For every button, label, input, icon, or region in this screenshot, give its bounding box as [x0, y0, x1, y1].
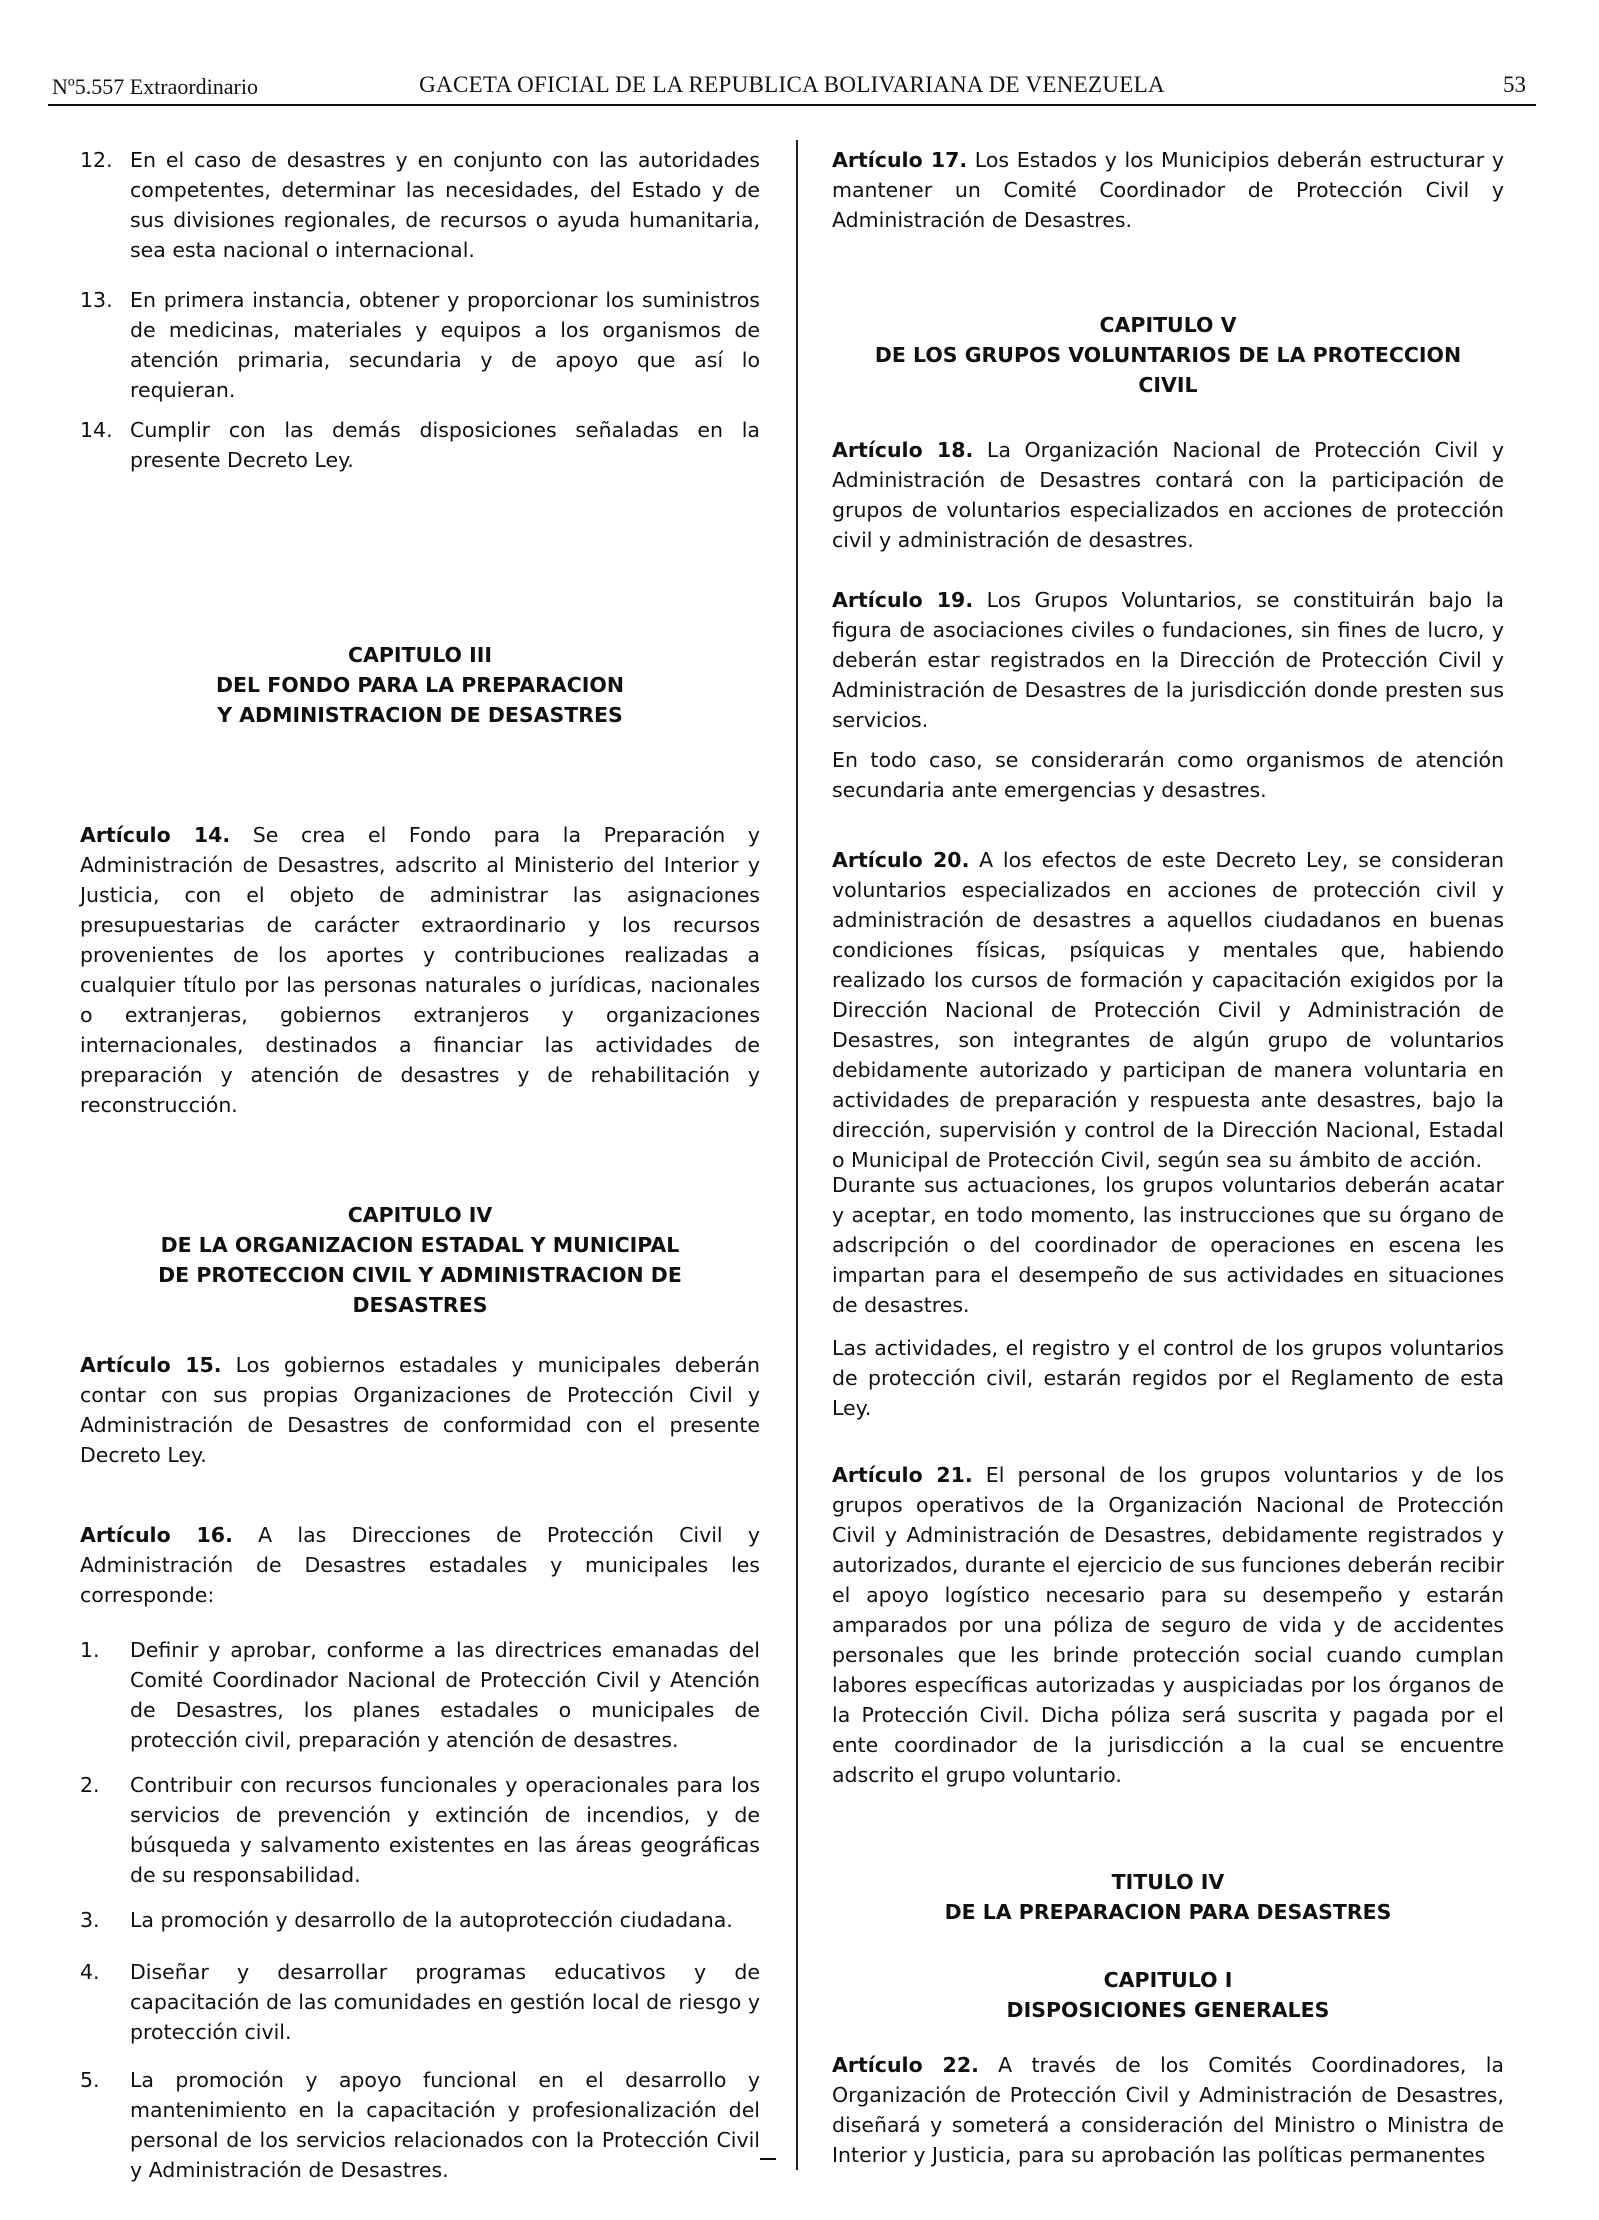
chapter-title: DE PROTECCION CIVIL Y ADMINISTRACION DE: [158, 1263, 682, 1287]
chapter-heading: [832, 1965, 1504, 2025]
issue-number: Nº5.557 Extraordinario: [52, 74, 258, 99]
chapter-number: CAPITULO IV: [347, 1203, 493, 1227]
chapter-number: CAPITULO V: [1099, 313, 1237, 337]
article-text: Los Grupos Voluntarios, se constituirán bajo la figura de asociaciones civiles o fundaciones, sin fines de lucro, y deberán estar registrados en la Dirección de Protección Civil y Administración de Desastres de la jurisdicción donde presten sus servicios.: [832, 588, 1504, 732]
list-item: [80, 415, 760, 475]
page-end-mark: [760, 2158, 776, 2160]
article-21: [832, 1460, 1504, 1790]
list-item: [80, 2065, 760, 2185]
article-20-paragraph: Las actividades, el registro y el control de los grupos voluntarios de protección civil, estarán regidos por el Reglamento de esta Ley.: [832, 1336, 1504, 1420]
article-16: [80, 1520, 760, 1610]
chapter-title: DE LOS GRUPOS VOLUNTARIOS DE LA PROTECCION: [874, 343, 1462, 367]
item-number: 3.: [80, 1908, 100, 1932]
item-text: Definir y aprobar, conforme a las directrices emanadas del Comité Coordinador Nacional de Protección Civil y Atención de Desastres, los planes estadales o municipales de protección civil, preparación y atención de desastres.: [130, 1638, 760, 1752]
item-number: 1.: [80, 1638, 100, 1662]
chapter-title: DISPOSICIONES GENERALES: [1006, 1998, 1330, 2022]
article-title: Artículo 18.: [832, 438, 974, 462]
chapter-number: CAPITULO III: [348, 643, 492, 667]
article-title: Artículo 22.: [832, 2053, 979, 2077]
article-text: Se crea el Fondo para la Preparación y Administración de Desastres, adscrito al Ministerio del Interior y Justicia, con el objeto de administrar las asignaciones presupuestarias de carácter extraordinario y los recursos provenientes de los aportes y contribuciones realizadas a cualquier título por las personas naturales o jurídicas, nacionales o extranjeras, gobiernos extranjeros y organizaciones internacionales, destinados a financiar las actividades de preparación y atención de desastres y de rehabilitación y reconstrucción.: [80, 823, 760, 1117]
item-number: 4.: [80, 1960, 100, 1984]
item-text: Cumplir con las demás disposiciones señaladas en la presente Decreto Ley.: [130, 418, 760, 472]
list-item: [80, 285, 760, 405]
title-name: DE LA PREPARACION PARA DESASTRES: [944, 1900, 1392, 1924]
article-14: [80, 820, 760, 1120]
item-text: En el caso de desastres y en conjunto con las autoridades competentes, determinar las necesidades, del Estado y de sus divisiones regionales, de recursos o ayuda humanitaria, sea esta nacional o internacional.: [130, 148, 760, 262]
item-text: Diseñar y desarrollar programas educativos y de capacitación de las comunidades en gestión local de riesgo y protección civil.: [130, 1960, 760, 2044]
title-heading: [832, 1867, 1504, 1927]
chapter-title: DESASTRES: [352, 1293, 488, 1317]
article-22: [832, 2050, 1504, 2170]
page-header: [48, 70, 1536, 106]
article-title: Artículo 16.: [80, 1523, 233, 1547]
page-number: 53: [1503, 72, 1526, 97]
item-number: 2.: [80, 1773, 100, 1797]
article-title: Artículo 14.: [80, 823, 231, 847]
article-title: Artículo 19.: [832, 588, 974, 612]
list-item: [80, 1905, 760, 1935]
chapter-title: Y ADMINISTRACION DE DESASTRES: [217, 703, 623, 727]
list-item: [80, 1957, 760, 2047]
article-15: [80, 1350, 760, 1470]
chapter-heading: [832, 310, 1504, 400]
article-18: [832, 435, 1504, 555]
chapter-number: CAPITULO I: [1103, 1968, 1233, 1992]
article-title: Artículo 15.: [80, 1353, 222, 1377]
chapter-title: DE LA ORGANIZACION ESTADAL Y MUNICIPAL: [160, 1233, 680, 1257]
chapter-title: DEL FONDO PARA LA PREPARACION: [216, 673, 624, 697]
article-17: [832, 145, 1504, 235]
article-20-paragraph: Durante sus actuaciones, los grupos voluntarios deberán acatar y aceptar, en todo momento, las instrucciones que su órgano de adscripción o del coordinador de operaciones en escena les impartan para el desempeño de sus actividades en situaciones de desastres.: [832, 1173, 1504, 1317]
list-item: [80, 1635, 760, 1755]
item-number: 14.: [80, 418, 113, 442]
item-number: 5.: [80, 2068, 100, 2092]
article-text: Los gobiernos estadales y municipales deberán contar con sus propias Organizaciones de Protección Civil y Administración de Desastres de conformidad con el presente Decreto Ley.: [80, 1353, 760, 1467]
item-text: Contribuir con recursos funcionales y operacionales para los servicios de prevención y extinción de incendios, y de búsqueda y salvamento existentes en las áreas geográficas de su responsabilidad.: [130, 1773, 760, 1887]
column-divider: [796, 140, 798, 2170]
article-text: El personal de los grupos voluntarios y de los grupos operativos de la Organización Nacional de Protección Civil y Administración de Desastres, debidamente registrados y autorizados, durante el ejercicio de sus funciones deberán recibir el apoyo logístico necesario para su desempeño y estarán amparados por una póliza de seguro de vida y de accidentes personales que les brinde protección social cuando cumplan labores específicas autorizadas y auspiciadas por los órganos de la Protección Civil. Dicha póliza será suscrita y pagada por el ente coordinador de la jurisdicción a la cual se encuentre adscrito el grupo voluntario.: [832, 1463, 1504, 1787]
chapter-heading: [80, 1200, 760, 1320]
article-title: Artículo 17.: [832, 148, 968, 172]
chapter-heading: [80, 640, 760, 730]
article-title: Artículo 21.: [832, 1463, 973, 1487]
item-text: La promoción y desarrollo de la autoprotección ciudadana.: [130, 1908, 733, 1932]
item-text: La promoción y apoyo funcional en el desarrollo y mantenimiento en la capacitación y profesionalización del personal de los servicios relacionados con la Protección Civil y Administración de Desastres.: [130, 2068, 760, 2182]
article-text: A través de los Comités Coordinadores, la Organización de Protección Civil y Administración de Desastres, diseñará y someterá a consideración del Ministro o Ministra de Interior y Justicia, para su aprobación las políticas permanentes: [832, 2053, 1504, 2167]
article-19-paragraph: En todo caso, se considerarán como organismos de atención secundaria ante emergencias y desastres.: [832, 748, 1504, 802]
article-19: [832, 585, 1504, 735]
list-item: [80, 145, 760, 265]
title-number: TITULO IV: [1111, 1870, 1225, 1894]
article-text: La Organización Nacional de Protección Civil y Administración de Desastres contará con la participación de grupos de voluntarios especializados en acciones de protección civil y administración de desastres.: [832, 438, 1504, 552]
item-number: 13.: [80, 288, 113, 312]
list-item: [80, 1770, 760, 1890]
article-title: Artículo 20.: [832, 848, 970, 872]
gazette-title: GACETA OFICIAL DE LA REPUBLICA BOLIVARIANA DE VENEZUELA: [419, 72, 1165, 97]
chapter-title: CIVIL: [1138, 373, 1198, 397]
item-number: 12.: [80, 148, 113, 172]
article-text: Los Estados y los Municipios deberán estructurar y mantener un Comité Coordinador de Protección Civil y Administración de Desastres.: [832, 148, 1504, 232]
item-text: En primera instancia, obtener y proporcionar los suministros de medicinas, materiales y equipos a los organismos de atención primaria, secundaria y de apoyo que así lo requieran.: [130, 288, 760, 402]
article-20: [832, 845, 1504, 1175]
article-text: A las Direcciones de Protección Civil y Administración de Desastres estadales y municipales les corresponde:: [80, 1523, 760, 1607]
article-text: A los efectos de este Decreto Ley, se consideran voluntarios especializados en acciones de protección civil y administración de desastres a aquellos ciudadanos en buenas condiciones físicas, psíquicas y mentales que, habiendo realizado los cursos de formación y capacitación exigidos por la Dirección Nacional de Protección Civil y Administración de Desastres, son integrantes de algún grupo de voluntarios debidamente autorizado y participan de manera voluntaria en actividades de preparación y respuesta ante desastres, bajo la dirección, supervisión y control de la Dirección Nacional, Estadal o Municipal de Protección Civil, según sea su ámbito de acción.: [832, 848, 1504, 1172]
